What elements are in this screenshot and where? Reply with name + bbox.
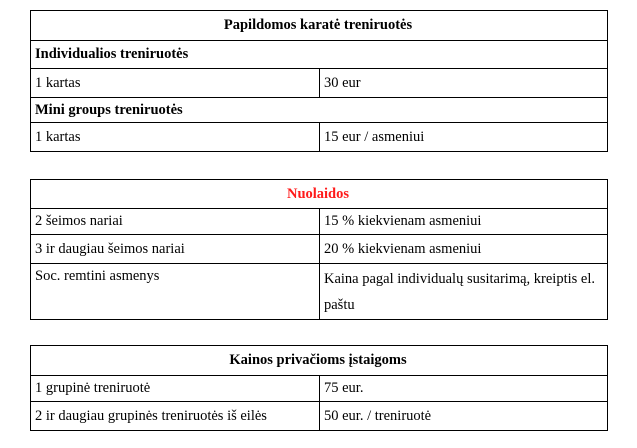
private-institutions-table (30, 345, 608, 431)
table-cell: 15 % kiekvienam asmeniui (320, 209, 608, 235)
table-cell: 30 eur (320, 69, 608, 98)
table-cell: 3 ir daugiau šeimos nariai (31, 235, 320, 264)
table-cell: 50 eur. / treniruotė (320, 402, 608, 431)
table-row (31, 235, 608, 264)
table-cell: Kaina pagal individualų susitarimą, kreiptis el. paštu (320, 264, 608, 320)
discounts-title: Nuolaidos (31, 180, 608, 209)
table-cell: Soc. remtini asmenys (31, 264, 320, 320)
table-cell: 1 grupinė treniruotė (31, 376, 320, 402)
private-institutions-title: Kainos privačioms įstaigoms (31, 346, 608, 376)
table-cell: 1 kartas (31, 123, 320, 152)
extra-training-title: Papildomos karatė treniruotės (31, 11, 608, 41)
individual-training-heading: Individualios treniruotės (31, 41, 608, 69)
table-row (31, 376, 608, 402)
table-cell: 75 eur. (320, 376, 608, 402)
table-cell: 1 kartas (31, 69, 320, 98)
table-row (31, 264, 608, 320)
table-cell: 2 šeimos nariai (31, 209, 320, 235)
table-row (31, 123, 608, 152)
mini-groups-heading: Mini groups treniruotės (31, 98, 608, 123)
discounts-table (30, 179, 608, 320)
extra-training-table (30, 10, 608, 152)
table-cell: 15 eur / asmeniui (320, 123, 608, 152)
table-row (31, 69, 608, 98)
table-cell: 2 ir daugiau grupinės treniruotės iš eilės (31, 402, 320, 431)
table-row (31, 209, 608, 235)
table-row (31, 402, 608, 431)
table-cell: 20 % kiekvienam asmeniui (320, 235, 608, 264)
